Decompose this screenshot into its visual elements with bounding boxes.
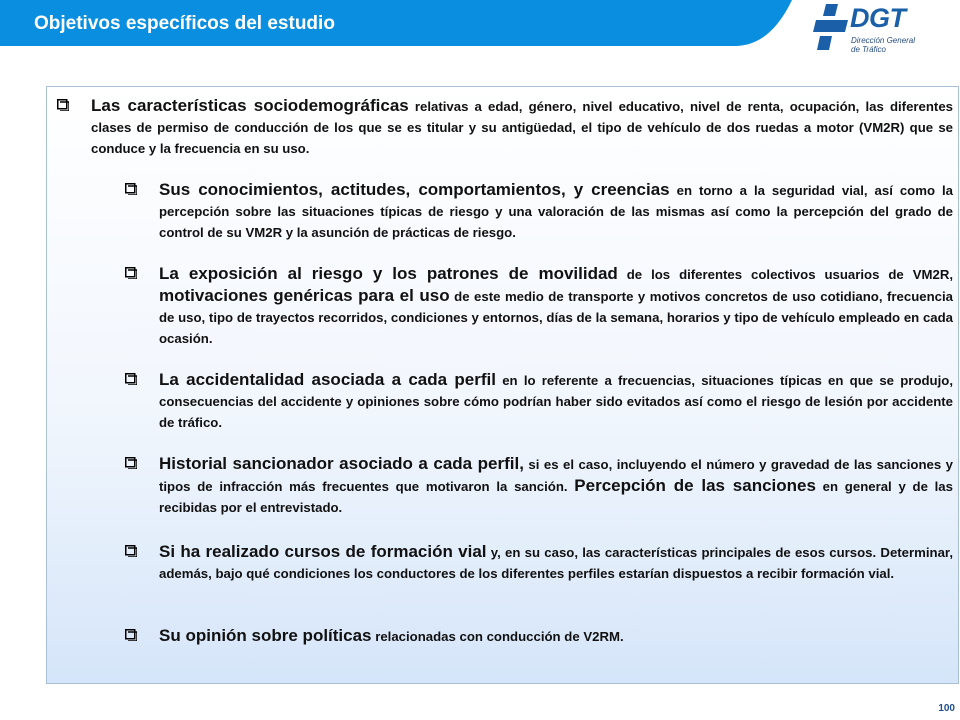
content-box [46,86,959,684]
logo-wordmark: DGT [850,3,906,33]
objective-item: La exposición al riesgo y los patrones de movilidad de los diferentes colectivos usuarios de VM2R, motivaciones genéricas para el uso de este medio de transporte y motivos concretos de uso cotidiano, frecuencia de uso, tipo de trayectos recorridos, condiciones y entornos, días de la semana, horarios y tipo de vehículo empleado en cada ocasión. [159,264,954,346]
checkbox-bullet-icon [57,99,69,111]
objective-item: Las características sociodemográficas relativas a edad, género, nivel educativo, nivel de renta, ocupación, las diferentes clases de permiso de conducción de los que se es titular y su antigüedad, el tipo de vehículo de dos ruedas a motor (VM2R) que se conduce y la frecuencia en su uso. [91,96,953,156]
slide-title: Objetivos específicos del estudio [34,13,335,34]
checkbox-bullet-icon [125,457,137,469]
objective-item: Si ha realizado cursos de formación vial y, en su caso, las características principales de esos cursos. Determinar, además, bajo qué condiciones los conductores de los diferentes perfiles estarían dispuestos a recibir formación vial. [159,542,953,581]
checkbox-bullet-icon [125,267,137,279]
objective-item: La accidentalidad asociada a cada perfil en lo referente a frecuencias, situaciones típicas en que se produjo, consecuencias del accidente y opiniones sobre cómo podrían haber sido evitados así como el riesgo de lesión por accidente de tráfico. [159,370,953,430]
objective-item: Sus conocimientos, actitudes, comportamientos, y creencias en torno a la seguridad vial, así como la percepción sobre las situaciones típicas de riesgo y una valoración de las mismas así como la percepción del grado de control de su VM2R y la asunción de prácticas de riesgo. [159,180,953,240]
objective-item: Su opinión sobre políticas relacionadas con conducción de V2RM. [159,626,624,645]
page-number: 100 [938,703,955,714]
checkbox-bullet-icon [125,545,137,557]
checkbox-bullet-icon [125,629,137,641]
checkbox-bullet-icon [125,183,137,195]
objective-item: Historial sancionador asociado a cada perfil, si es el caso, incluyendo el número y gravedad de las sanciones y tipos de infracción más frecuentes que motivaron la sanción. Percepción de las sanciones en general y de las recibidas por el entrevistado. [159,454,953,515]
checkbox-bullet-icon [125,373,137,385]
logo-subtitle: Dirección General de Tráfico [851,36,916,54]
dgt-logo [812,4,954,60]
dgt-logo-icon [812,4,848,52]
